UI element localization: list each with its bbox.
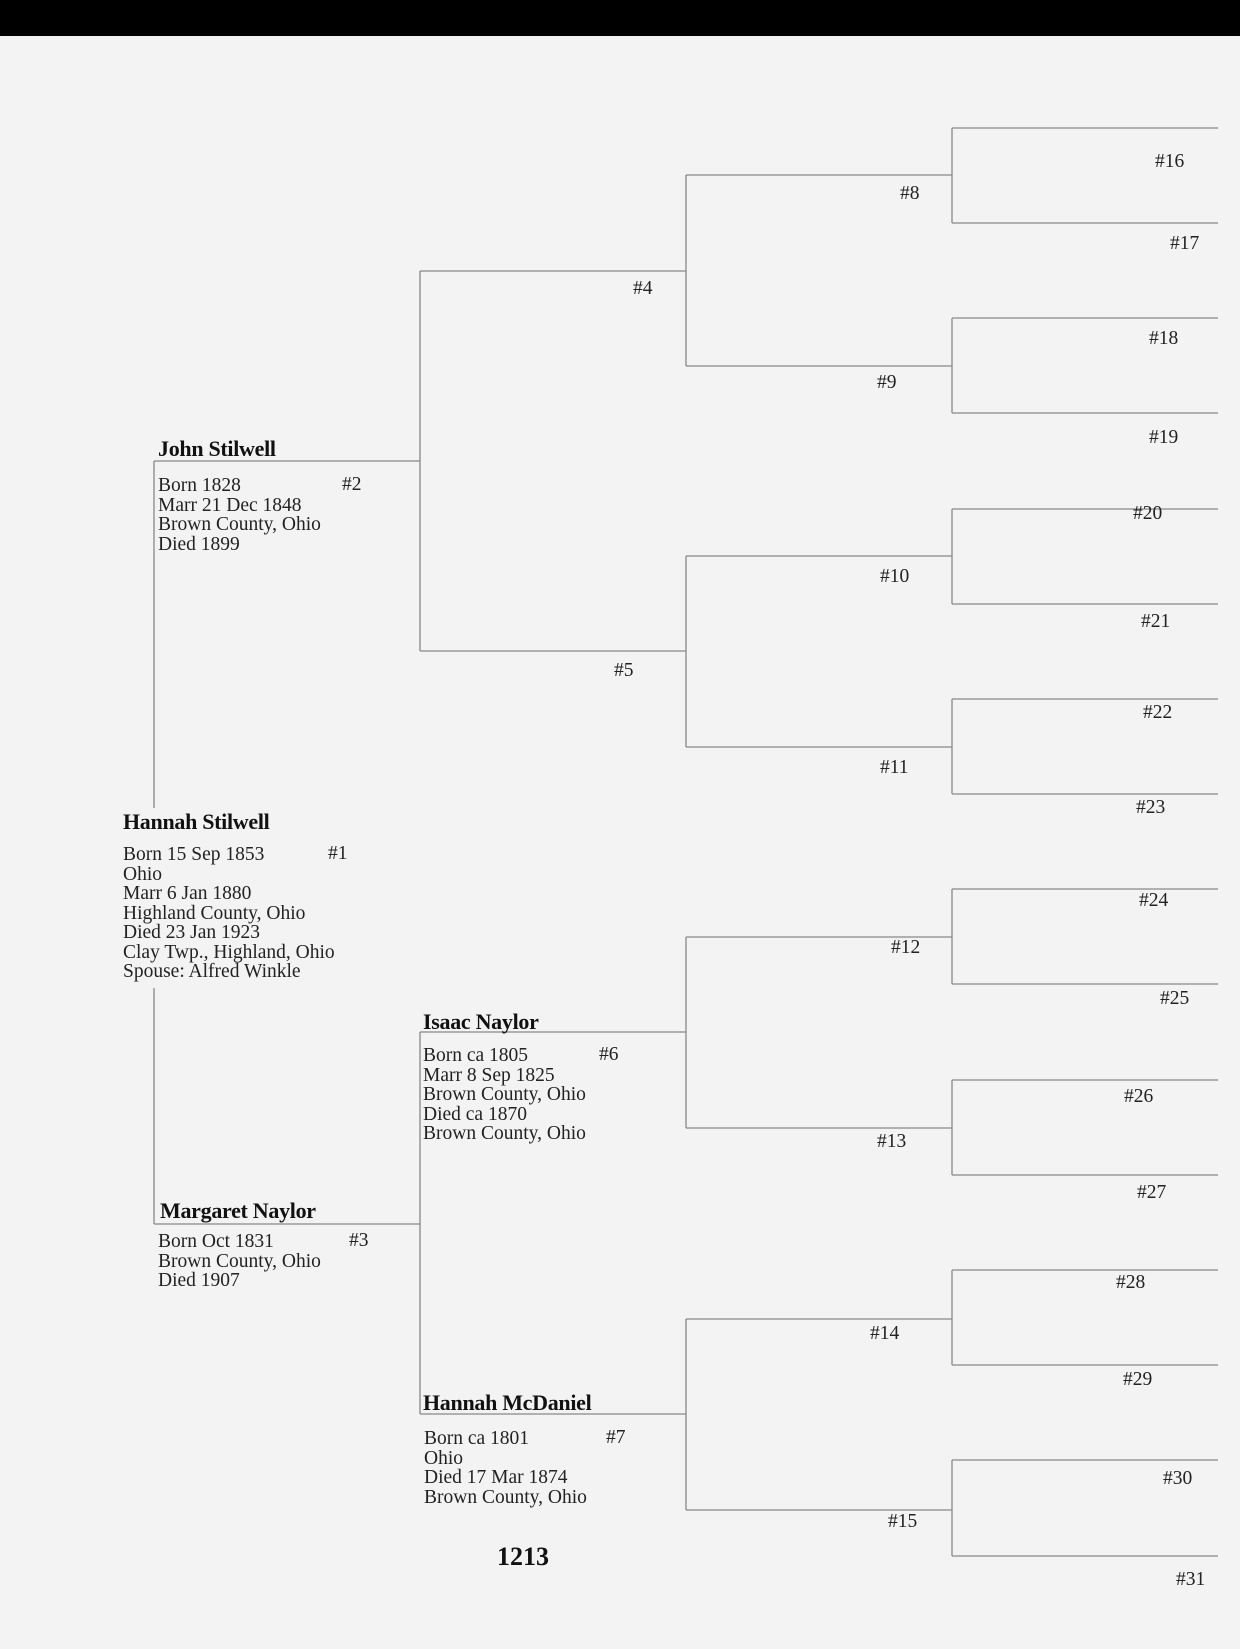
slot-30-number: #30	[1163, 1468, 1193, 1489]
slot-5-number: #5	[614, 660, 634, 681]
slot-21-number: #21	[1141, 611, 1171, 632]
slot-4-number: #4	[633, 278, 653, 299]
person-3-details	[158, 1232, 321, 1291]
slot-17-number: #17	[1170, 233, 1200, 254]
person-7-line: Ohio	[424, 1447, 463, 1469]
person-6-details	[423, 1046, 586, 1144]
person-7-name: Hannah McDaniel	[423, 1390, 592, 1415]
person-1-line: Died 23 Jan 1923	[123, 922, 261, 943]
person-6-name: Isaac Naylor	[423, 1009, 539, 1034]
slot-23-number: #23	[1136, 797, 1166, 818]
slot-8-number: #8	[900, 183, 920, 204]
slot-16-number: #16	[1155, 151, 1185, 172]
person-1-line: Ohio	[123, 863, 162, 885]
slot-14-number: #14	[870, 1323, 900, 1344]
slot-31-number: #31	[1176, 1569, 1206, 1590]
person-2-number: #2	[342, 474, 362, 495]
person-3-number: #3	[349, 1230, 369, 1251]
slot-11-number: #11	[880, 757, 909, 778]
slot-12-number: #12	[891, 937, 921, 958]
slot-9-number: #9	[877, 372, 897, 393]
person-7-line: Born ca 1801	[424, 1428, 530, 1449]
person-2-line: Born 1828	[158, 475, 241, 496]
person-1-line: Born 15 Sep 1853	[123, 844, 265, 865]
slot-18-number: #18	[1149, 328, 1179, 349]
person-6-line: Born ca 1805	[423, 1045, 529, 1066]
person-1-line: Clay Twp., Highland, Ohio	[123, 941, 335, 963]
person-3-name: Margaret Naylor	[160, 1198, 316, 1223]
person-3-line: Born Oct 1831	[158, 1231, 274, 1252]
slot-25-number: #25	[1160, 988, 1190, 1009]
slot-13-number: #13	[877, 1131, 907, 1152]
person-1-details	[123, 845, 335, 982]
person-6-number: #6	[599, 1044, 619, 1065]
person-7-line: Died 17 Mar 1874	[424, 1467, 568, 1488]
slot-22-number: #22	[1143, 702, 1173, 723]
person-7-details	[424, 1429, 587, 1507]
slot-27-number: #27	[1137, 1182, 1167, 1203]
person-1-line: Spouse: Alfred Winkle	[123, 961, 301, 982]
page-number: 1213	[497, 1542, 549, 1571]
person-1-name: Hannah Stilwell	[123, 809, 270, 834]
person-2-details	[158, 476, 321, 554]
person-6-line: Marr 8 Sep 1825	[423, 1064, 555, 1086]
person-2-name: John Stilwell	[158, 436, 276, 461]
person-6-line: Died ca 1870	[423, 1103, 527, 1125]
person-6-line: Brown County, Ohio	[423, 1123, 586, 1144]
slot-19-number: #19	[1149, 427, 1179, 448]
person-2-line: Brown County, Ohio	[158, 514, 321, 535]
person-7-line: Brown County, Ohio	[424, 1486, 587, 1508]
person-1-line: Highland County, Ohio	[123, 902, 306, 924]
slot-15-number: #15	[888, 1511, 918, 1532]
slot-24-number: #24	[1139, 890, 1169, 911]
person-3-line: Died 1907	[158, 1270, 240, 1291]
person-3-line: Brown County, Ohio	[158, 1250, 321, 1272]
person-2-line: Died 1899	[158, 533, 240, 555]
slot-29-number: #29	[1123, 1369, 1153, 1390]
slot-26-number: #26	[1124, 1086, 1154, 1107]
slot-28-number: #28	[1116, 1272, 1146, 1293]
person-2-line: Marr 21 Dec 1848	[158, 494, 302, 516]
person-1-number: #1	[328, 843, 348, 864]
person-1-line: Marr 6 Jan 1880	[123, 883, 252, 904]
slot-20-number: #20	[1133, 503, 1163, 524]
slot-10-number: #10	[880, 566, 910, 587]
person-6-line: Brown County, Ohio	[423, 1084, 586, 1105]
person-7-number: #7	[606, 1427, 626, 1448]
